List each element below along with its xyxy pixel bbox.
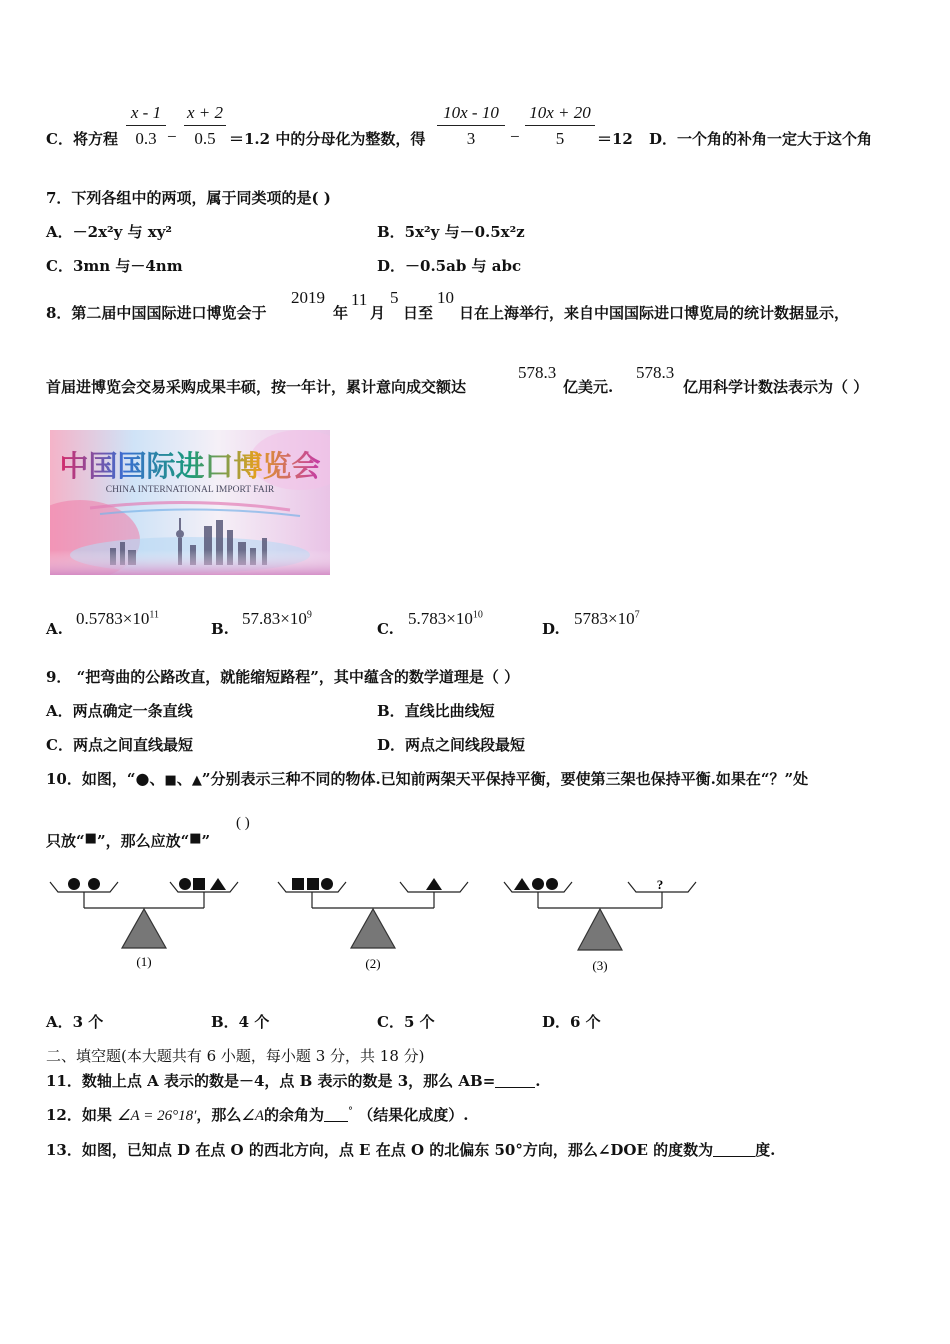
balance-1-label: (1) (136, 954, 152, 969)
fraction-1-denominator: 0.3 (135, 129, 157, 148)
minus-sign-2: − (510, 127, 520, 146)
q8-month: 11 (351, 290, 368, 309)
q12-text-1: 12．如果 (46, 1106, 112, 1124)
balance-3-question-mark: ? (656, 877, 664, 892)
balance-2-left-square-1 (292, 878, 304, 890)
q10-option-a: A．3 个 (46, 1013, 104, 1031)
fraction-1 (126, 103, 166, 149)
q12-text-2: ，那么 (196, 1106, 242, 1124)
q12-angle-2: ∠A (241, 1108, 264, 1124)
q6-equation-text: ＝1.2 中的分母化为整数，得 (229, 130, 426, 148)
balance-2-right-triangle (426, 878, 442, 890)
q10-answer-paren: ( ) (236, 815, 250, 831)
q8-text-3: 月 (370, 304, 386, 322)
q11-text-2: . (535, 1072, 541, 1090)
q13-text-2: 度. (755, 1141, 776, 1159)
q12-degree: ° (348, 1106, 354, 1117)
q6-result: ＝12 (597, 130, 633, 148)
balance-2-left-circle (321, 878, 333, 890)
square-shape-icon: ■ (189, 831, 202, 846)
q9-option-a: A．两点确定一条直线 (46, 702, 193, 720)
square-shape-icon: ■ (164, 773, 177, 788)
triangle-shape-icon: ▲ (191, 773, 202, 788)
q10-option-d: D．6 个 (542, 1013, 601, 1031)
q11-answer-blank[interactable] (495, 1073, 535, 1088)
balance-scales-figure (44, 868, 704, 978)
balance-2 (278, 882, 468, 948)
q6-option-d: D．一个角的补角一定大于这个角 (649, 130, 873, 148)
q12-answer-blank[interactable] (324, 1107, 348, 1122)
q8-amount: 578.3 (518, 363, 557, 382)
q6-option-c-label: C．将方程 (46, 130, 118, 148)
balance-2-label: (2) (365, 956, 381, 971)
q10-option-c: C．5 个 (377, 1013, 435, 1031)
fraction-2 (184, 103, 226, 149)
expo-banner-image (50, 430, 330, 575)
minus-sign-1: − (167, 127, 177, 146)
q10-stem-line2 (46, 830, 210, 851)
q13-line (46, 1139, 775, 1160)
q9-stem: 9． “把弯曲的公路改直，就能缩短路程”，其中蕴含的数学道理是（ ） (46, 668, 520, 686)
q9-option-c: C．两点之间直线最短 (46, 736, 193, 754)
q8-text-6: 首届进博览会交易采购成果丰硕，按一年计，累计意向成交额达 (46, 378, 467, 396)
fraction-3 (437, 103, 505, 149)
q8-day-1: 5 (390, 288, 399, 307)
q8-option-d-times: ×10 (608, 609, 635, 628)
balance-3-left-circle-2 (546, 878, 558, 890)
balance-1 (50, 882, 238, 948)
q8-option-d-mantissa: 5783 (574, 609, 608, 628)
q8-option-d-value (574, 609, 640, 629)
q8-text-2: 年 (333, 304, 349, 322)
q8-option-a-exponent: 11 (149, 609, 159, 621)
balance-1-right-circle (179, 878, 191, 890)
q7-option-b: B．5x²y 与－0.5x²z (377, 223, 525, 241)
q9-option-d: D．两点之间线段最短 (377, 736, 526, 754)
q12-text-4: （结果化成度）. (358, 1106, 469, 1124)
fraction-4-denominator: 5 (555, 129, 565, 148)
section-2-title: 二、填空题(本大题共有 6 小题，每小题 3 分，共 18 分) (46, 1047, 425, 1065)
q10-text-3: 、 (176, 770, 192, 788)
q13-answer-blank[interactable] (713, 1142, 755, 1157)
q8-option-c-letter: C. (377, 620, 394, 638)
q13-text-1: 13．如图，已知点 D 在点 O 的西北方向，点 E 在点 O 的北偏东 50°方向，那么∠DOE 的度数为 (46, 1141, 714, 1159)
balance-2-left-square-2 (307, 878, 319, 890)
q10-text-7: ” (201, 832, 211, 850)
q10-text-5: 只放“ (46, 832, 85, 850)
q8-year: 2019 (291, 288, 325, 307)
balance-3-left-circle-1 (532, 878, 544, 890)
fraction-4 (525, 103, 595, 149)
q8-option-c-value (408, 609, 483, 629)
q10-option-b: B．4 个 (211, 1013, 270, 1031)
q8-text-7: 亿美元. (563, 378, 614, 396)
q7-option-d: D．－0.5ab 与 abc (377, 257, 522, 275)
q12-line (46, 1104, 468, 1125)
q8-option-b-exponent: 9 (306, 609, 312, 621)
q8-option-a-times: ×10 (122, 609, 150, 628)
q10-text-6: ”，那么应放“ (96, 832, 190, 850)
q8-amount-2: 578.3 (636, 363, 675, 382)
q8-text-4: 日至 (403, 304, 434, 322)
banner-subtitle: CHINA INTERNATIONAL IMPORT FAIR (105, 485, 275, 495)
q11-text-1: 11．数轴上点 A 表示的数是－4，点 B 表示的数是 3，那么 AB= (46, 1072, 496, 1090)
q8-day-2: 10 (437, 288, 454, 307)
q9-option-b: B．直线比曲线短 (377, 702, 495, 720)
q8-option-a-value (76, 609, 159, 629)
q8-option-c-times: ×10 (446, 609, 473, 628)
fraction-2-numerator: x + 2 (184, 103, 226, 126)
q8-option-b-mantissa: 57.83 (242, 609, 281, 628)
balance-3 (504, 882, 696, 950)
balance-1-left-circle-1 (68, 878, 80, 890)
q7-stem: 7．下列各组中的两项，属于同类项的是( ) (46, 189, 331, 207)
q8-option-d-letter: D. (542, 620, 560, 638)
q8-option-d-exponent: 7 (634, 609, 640, 621)
q8-option-b-letter: B. (211, 620, 229, 638)
balance-1-left-circle-2 (88, 878, 100, 890)
balance-3-label: (3) (592, 958, 608, 973)
q8-option-b-times: ×10 (280, 609, 307, 628)
fraction-4-numerator: 10x + 20 (525, 103, 595, 126)
q10-stem-line1 (46, 768, 808, 789)
banner-title: 中国国际进口博览会 (59, 449, 321, 483)
q8-option-c-mantissa: 5.783 (408, 609, 447, 628)
q8-option-c-exponent: 10 (472, 609, 483, 621)
fraction-2-denominator: 0.5 (194, 129, 216, 148)
q7-option-c: C．3mn 与－4nm (46, 257, 183, 275)
balance-1-right-square (193, 878, 205, 890)
q8-text-5: 日在上海举行，来自中国国际进口博览局的统计数据显示， (459, 304, 850, 322)
q8-option-a-mantissa: 0.5783 (76, 609, 123, 628)
q8-text-1: 8．第二届中国国际进口博览会于 (46, 304, 267, 322)
balance-3-left-triangle (514, 878, 530, 890)
balance-1-right-triangle (210, 878, 226, 890)
q10-text-1: 10．如图，“ (46, 770, 136, 788)
fraction-1-numerator: x - 1 (126, 103, 166, 126)
q12-angle: ∠A = 26°18′ (117, 1108, 197, 1124)
q8-option-b-value (242, 609, 312, 629)
expo-banner-graphic (50, 430, 330, 575)
square-shape-icon: ■ (84, 831, 97, 846)
q7-option-a: A．－2x²y 与 xy² (46, 223, 172, 241)
q12-text-3: 的余角为 (264, 1106, 325, 1124)
circle-shape-icon: ● (135, 769, 150, 788)
q8-text-8: 亿用科学计数法表示为（ ） (683, 378, 869, 396)
fraction-3-numerator: 10x - 10 (437, 103, 505, 126)
q10-text-2: 、 (149, 770, 165, 788)
q8-option-a-letter: A. (46, 620, 63, 638)
fraction-3-denominator: 3 (466, 129, 476, 148)
q10-text-4: ”分别表示三种不同的物体.已知前两架天平保持平衡，要使第三架也保持平衡.如果在“？”处 (201, 770, 809, 788)
q11-line (46, 1070, 541, 1091)
